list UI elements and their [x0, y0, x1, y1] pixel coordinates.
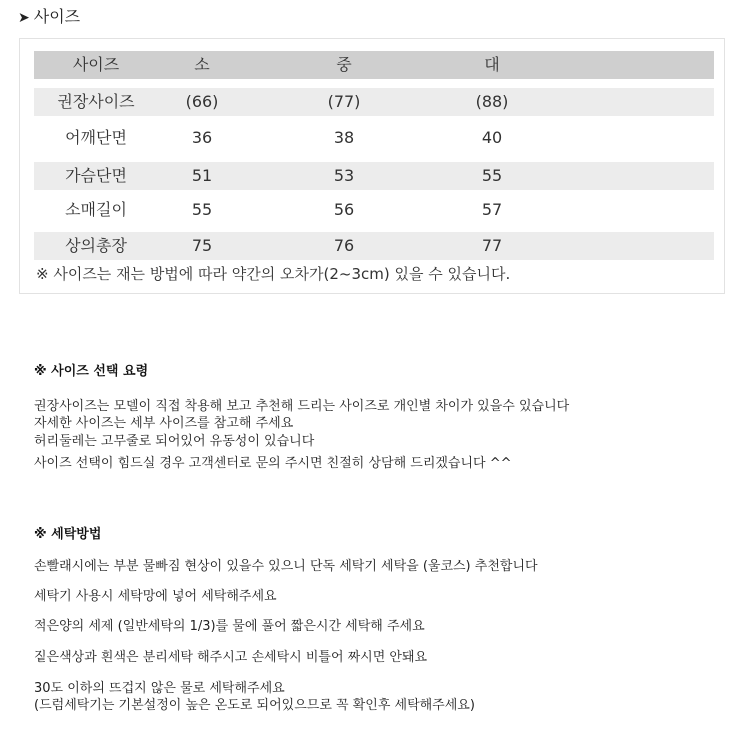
size-guide-line: 허리둘레는 고무줄로 되어있어 유동성이 있습니다	[34, 434, 315, 449]
table-cell: 38	[333, 128, 355, 147]
section-title-text: 사이즈	[33, 7, 81, 26]
size-guide-title: ※ 사이즈 선택 요령	[34, 364, 149, 379]
arrow-icon: ➤	[18, 10, 30, 26]
table-row	[34, 124, 714, 152]
section-title	[18, 4, 80, 27]
washing-line: 세탁기 사용시 세탁망에 넣어 세탁해주세요	[34, 589, 277, 604]
row-label: 어깨단면	[65, 128, 127, 147]
row-label: 권장사이즈	[57, 92, 135, 111]
table-cell: 57	[481, 200, 503, 219]
table-cell: 75	[191, 236, 213, 255]
table-cell: 51	[191, 166, 213, 185]
table-header-row	[34, 51, 714, 79]
column-header: 소	[194, 55, 210, 74]
table-cell: 55	[191, 200, 213, 219]
size-guide-line: 사이즈 선택이 힘드실 경우 고객센터로 문의 주시면 친절히 상담해 드리겠습니다 ^^	[34, 456, 512, 471]
washing-line: 적은양의 세제 (일반세탁의 1/3)를 물에 풀어 짧은시간 세탁해 주세요	[34, 619, 425, 634]
washing-line: (드럼세탁기는 기본설정이 높은 온도로 되어있으므로 꼭 확인후 세탁해주세요)	[34, 698, 475, 713]
size-note: ※ 사이즈는 재는 방법에 따라 약간의 오차가(2~3cm) 있을 수 있습니다.	[36, 265, 511, 283]
table-cell: 55	[481, 166, 503, 185]
column-header: 사이즈	[72, 55, 120, 74]
size-table	[19, 38, 725, 294]
size-guide-line: 권장사이즈는 모델이 직접 착용해 보고 추천해 드리는 사이즈로 개인별 차이가 있을수 있습니다	[34, 399, 570, 414]
table-cell: 36	[191, 128, 213, 147]
row-label: 상의총장	[65, 236, 127, 255]
table-cell: (66)	[185, 92, 219, 111]
table-row	[34, 232, 714, 260]
table-cell: 77	[481, 236, 503, 255]
washing-title: ※ 세탁방법	[34, 527, 102, 542]
table-row	[34, 162, 714, 190]
column-header: 중	[336, 55, 352, 74]
washing-line: 30도 이하의 뜨겁지 않은 물로 세탁해주세요	[34, 681, 285, 696]
table-cell: (88)	[475, 92, 509, 111]
washing-line: 손빨래시에는 부분 물빠짐 현상이 있을수 있으니 단독 세탁기 세탁을 (울코스) 추천합니다	[34, 559, 538, 574]
table-row	[34, 88, 714, 116]
size-guide-line: 자세한 사이즈는 세부 사이즈를 참고해 주세요	[34, 416, 294, 431]
table-cell: 56	[333, 200, 355, 219]
table-cell: 40	[481, 128, 503, 147]
row-label: 소매길이	[65, 200, 127, 219]
table-cell: 76	[333, 236, 355, 255]
table-row	[34, 196, 714, 224]
washing-line: 짙은색상과 흰색은 분리세탁 해주시고 손세탁시 비틀어 짜시면 안돼요	[34, 650, 428, 665]
table-cell: (77)	[327, 92, 361, 111]
row-label: 가슴단면	[65, 166, 127, 185]
table-cell: 53	[333, 166, 355, 185]
column-header: 대	[484, 55, 500, 74]
